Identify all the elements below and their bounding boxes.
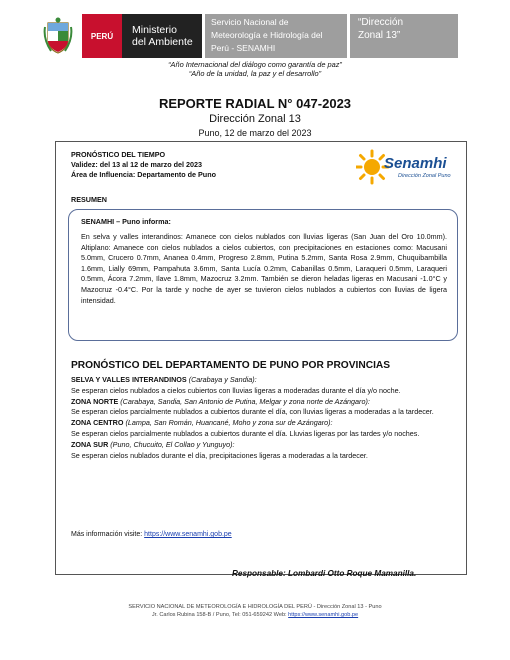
peru-label: PERÚ — [82, 14, 122, 58]
service-line3: Perú - SENAMHI — [211, 43, 276, 53]
peru-coat-of-arms-icon — [34, 14, 82, 58]
ministry-line2: del Ambiente — [132, 36, 193, 48]
resumen-label: RESUMEN — [71, 195, 107, 204]
zone-places: (Lampa, San Román, Huancané, Moho y zona sur de Azángaro): — [125, 418, 333, 428]
forecast-info — [71, 150, 216, 181]
forecast-area: Área de Influencia: Departamento de Puno — [71, 170, 216, 180]
senamhi-logo-subtitle: Dirección Zonal Puno — [398, 173, 451, 179]
zone-text: Se esperan cielos nublados a cielos cubiertos con lluvias ligeras a moderadas durante el día y/o noche. — [71, 385, 401, 395]
zone-text: Se esperan cielos parcialmente nublados a cubiertos durante el día. Lluvias ligeras por las tardes y/o noches. — [71, 428, 420, 438]
provinces-title: PRONÓSTICO DEL DEPARTAMENTO DE PUNO POR PROVINCIAS — [71, 360, 391, 371]
slogan-line2: “Año de la unidad, la paz y el desarrollo” — [188, 69, 322, 78]
footer-address: Jr. Carlos Rubina 158-B / Puno, Tel: 051-659242 Web: — [151, 612, 287, 618]
zone-text: Se esperan cielos parcialmente nublados a cubiertos durante el día, con lluvias ligeras a moderadas a la tardecer. — [71, 407, 434, 417]
zone-name: ZONA NORTE — [71, 396, 119, 406]
zone-block — [71, 418, 443, 440]
summary-body: En selva y valles interandinos: Amanece con cielos nublados con lluvias ligeras (San Juan del Oro 10.0mm). Altiplano: Amanece con cielos nublados a cielos cubiertos, con precipitaciones en estaciones como: Macusani 5.0mm, Crucero 0.7mm, Ananea 0.4mm, Progreso 2.8mm, Putina 5.2mm, Santa Rosa 2.9mm, Chuquibambilla 1.6mm, Lially 69mm, Pampahuta 3.6mm, Santa Lucía 0.2mm, Cabanillas 0.5mm, Laraqueri 0.5mm, Laraqueri 0.5mm, Ácora 7.2mm, Ilave 1.8mm, Mazocruz 3.2mm. También se dieron heladas ligeras en Macusani -1.0°C y Mazocruz -0.4°C. Por la tarde y noche de ayer se tuvieron cielos nublados a cubiertos con lluvias de ligera intensidad. — [81, 232, 447, 305]
forecast-label: PRONÓSTICO DEL TIEMPO — [71, 150, 166, 159]
zone-text: Se esperan cielos nublados durante el día, precipitaciones ligeras a moderadas a la tardecer. — [71, 450, 368, 460]
report-dateline: Puno, 12 de marzo del 2023 — [198, 128, 312, 138]
footer-website-link[interactable]: https://www.senamhi.gob.pe — [288, 612, 359, 618]
zone-block — [71, 440, 443, 462]
zone-line2: Zonal 13” — [358, 30, 401, 41]
zone-block — [71, 375, 443, 397]
report-title: REPORTE RADIAL N° 047-2023 — [158, 96, 352, 111]
slogan-line1: “Año Internacional del diálogo como garantía de paz” — [168, 60, 342, 69]
zone-line1: “Dirección — [358, 17, 404, 28]
provinces-list — [71, 375, 443, 461]
responsible-signature: Responsable: Lombardi Otto Roque Mamanilla. — [232, 569, 417, 578]
footer-line1: SERVICIO NACIONAL DE METEOROLOGÍA E HIDROLOGÍA DEL PERÚ - Dirección Zonal 13 - Puno — [128, 604, 382, 610]
summary-head: SENAMHI – Puno informa: — [81, 217, 171, 226]
page-footer — [0, 603, 510, 619]
header-band — [34, 14, 480, 58]
ministry-line1: Ministerio — [132, 24, 177, 36]
zone-name: ZONA SUR — [71, 439, 109, 449]
zone-label — [350, 14, 458, 58]
forecast-validity: Validez: del 13 al 12 de marzo del 2023 — [71, 160, 203, 170]
senamhi-website-link[interactable]: https://www.senamhi.gob.pe — [144, 531, 232, 538]
report-subtitle: Dirección Zonal 13 — [209, 113, 301, 125]
zone-places: (Carabaya y Sandia): — [188, 375, 257, 384]
service-label — [205, 14, 347, 58]
senamhi-logo-text: Senamhi — [384, 155, 447, 172]
summary-box — [68, 209, 458, 341]
service-line2: Meteorología e Hidrología del — [211, 30, 323, 40]
zone-places: (Carabaya, Sandia, San Antonio de Putina, Melgar y zona norte de Azángaro): — [120, 396, 370, 406]
zone-name: SELVA Y VALLES INTERANDINOS — [71, 375, 187, 384]
slogans — [0, 60, 510, 78]
more-info — [71, 531, 232, 538]
more-info-label: Más información visite: — [71, 531, 143, 538]
report-frame — [55, 141, 467, 575]
footer-line2 — [0, 611, 510, 619]
zone-places: (Puno, Chucuito, El Collao y Yunguyo): — [110, 439, 235, 449]
ministry-label — [122, 14, 202, 58]
service-line1: Servicio Nacional de — [211, 17, 289, 27]
zone-name: ZONA CENTRO — [71, 418, 124, 428]
zone-block — [71, 397, 443, 419]
